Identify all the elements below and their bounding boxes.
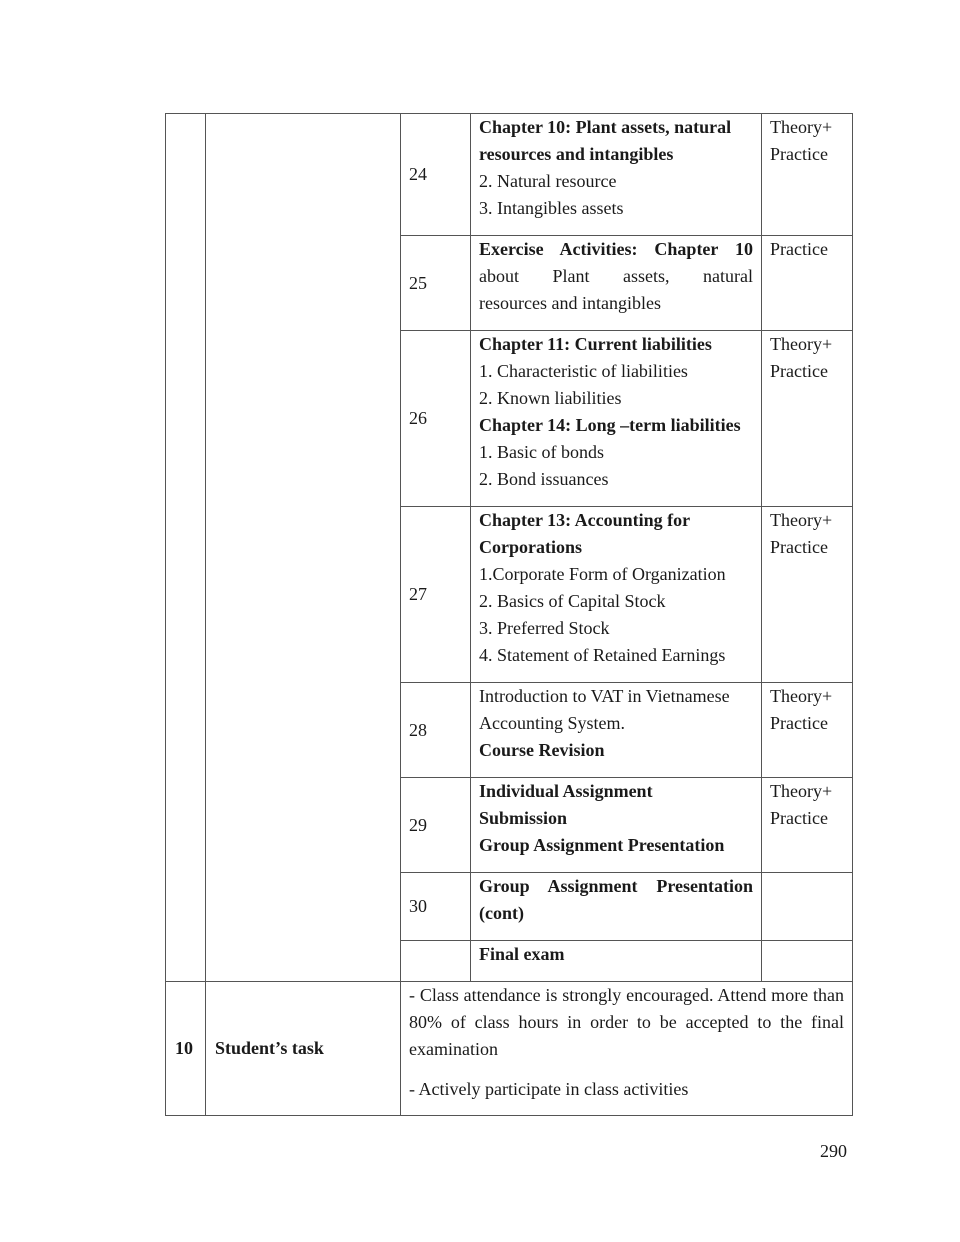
content-line: Group Assignment Presentation — [479, 835, 725, 855]
session-content — [471, 507, 762, 683]
session-number: 28 — [401, 683, 471, 778]
teaching-method — [762, 683, 853, 778]
session-content — [471, 778, 762, 873]
session-content — [471, 683, 762, 778]
session-content — [471, 941, 762, 982]
method-line: Theory+ — [770, 334, 833, 354]
teaching-method — [762, 778, 853, 873]
content-line: resources and intangibles — [479, 293, 661, 313]
method-line: Theory+ — [770, 117, 833, 137]
session-number: 30 — [401, 873, 471, 941]
page-number: 290 — [820, 1141, 847, 1161]
content-line: about Plant assets, natural — [479, 266, 753, 286]
content-line: 2. Known liabilities — [479, 388, 622, 408]
content-line: 2. Basics of Capital Stock — [479, 591, 666, 611]
table-row — [166, 982, 853, 1116]
method-line: Theory+ — [770, 686, 833, 706]
content-line: Group Assignment Presentation — [479, 876, 753, 896]
course-schedule-table — [165, 113, 853, 1116]
content-line: Introduction to VAT in Vietnamese — [479, 686, 730, 706]
task-paragraph: - Actively participate in class activities — [409, 1079, 689, 1099]
session-content — [471, 236, 762, 331]
content-line: Chapter 14: Long –term liabilities — [479, 415, 741, 435]
session-number: 29 — [401, 778, 471, 873]
teaching-method — [762, 331, 853, 507]
teaching-method — [762, 507, 853, 683]
content-line: 2. Natural resource — [479, 171, 617, 191]
teaching-method — [762, 873, 853, 941]
method-line: Theory+ — [770, 781, 833, 801]
session-number: 25 — [401, 236, 471, 331]
content-line: 1. Characteristic of liabilities — [479, 361, 688, 381]
content-line: Chapter 10: Plant assets, natural — [479, 117, 732, 137]
teaching-method — [762, 236, 853, 331]
content-line: Chapter 11: Current liabilities — [479, 334, 712, 354]
table-row — [166, 114, 853, 236]
task-paragraph: - Class attendance is strongly encouraged. Attend more than 80% of class hours in order to be accepted to the final examination — [409, 985, 844, 1059]
session-number — [401, 941, 471, 982]
content-line: (cont) — [479, 903, 524, 923]
content-line: Accounting System. — [479, 713, 625, 733]
method-line: Practice — [770, 361, 828, 381]
item-cell-empty — [206, 114, 401, 982]
content-line: Submission — [479, 808, 568, 828]
content-line: resources and intangibles — [479, 144, 674, 164]
item-index: 10 — [166, 982, 206, 1116]
session-content — [471, 114, 762, 236]
content-line: Exercise Activities: Chapter 10 — [479, 239, 753, 259]
content-line: Individual Assignment — [479, 781, 653, 801]
content-line: Final exam — [479, 944, 565, 964]
method-line: Practice — [770, 144, 828, 164]
session-number: 24 — [401, 114, 471, 236]
method-line: Practice — [770, 808, 828, 828]
session-number: 26 — [401, 331, 471, 507]
content-line: 2. Bond issuances — [479, 469, 609, 489]
content-line: Chapter 13: Accounting for — [479, 510, 691, 530]
item-label: Student’s task — [206, 982, 401, 1116]
student-task-description — [401, 982, 853, 1116]
content-line: 3. Preferred Stock — [479, 618, 610, 638]
session-number: 27 — [401, 507, 471, 683]
content-line: 1. Basic of bonds — [479, 442, 604, 462]
content-line: 1.Corporate Form of Organization — [479, 564, 726, 584]
content-line: Corporations — [479, 537, 582, 557]
index-cell-empty — [166, 114, 206, 982]
content-line: 3. Intangibles assets — [479, 198, 624, 218]
method-line: Practice — [770, 713, 828, 733]
session-content — [471, 331, 762, 507]
method-line: Practice — [770, 537, 828, 557]
session-content — [471, 873, 762, 941]
teaching-method — [762, 114, 853, 236]
content-line: 4. Statement of Retained Earnings — [479, 645, 726, 665]
teaching-method — [762, 941, 853, 982]
content-line: Course Revision — [479, 740, 605, 760]
method-line: Practice — [770, 239, 828, 259]
method-line: Theory+ — [770, 510, 833, 530]
